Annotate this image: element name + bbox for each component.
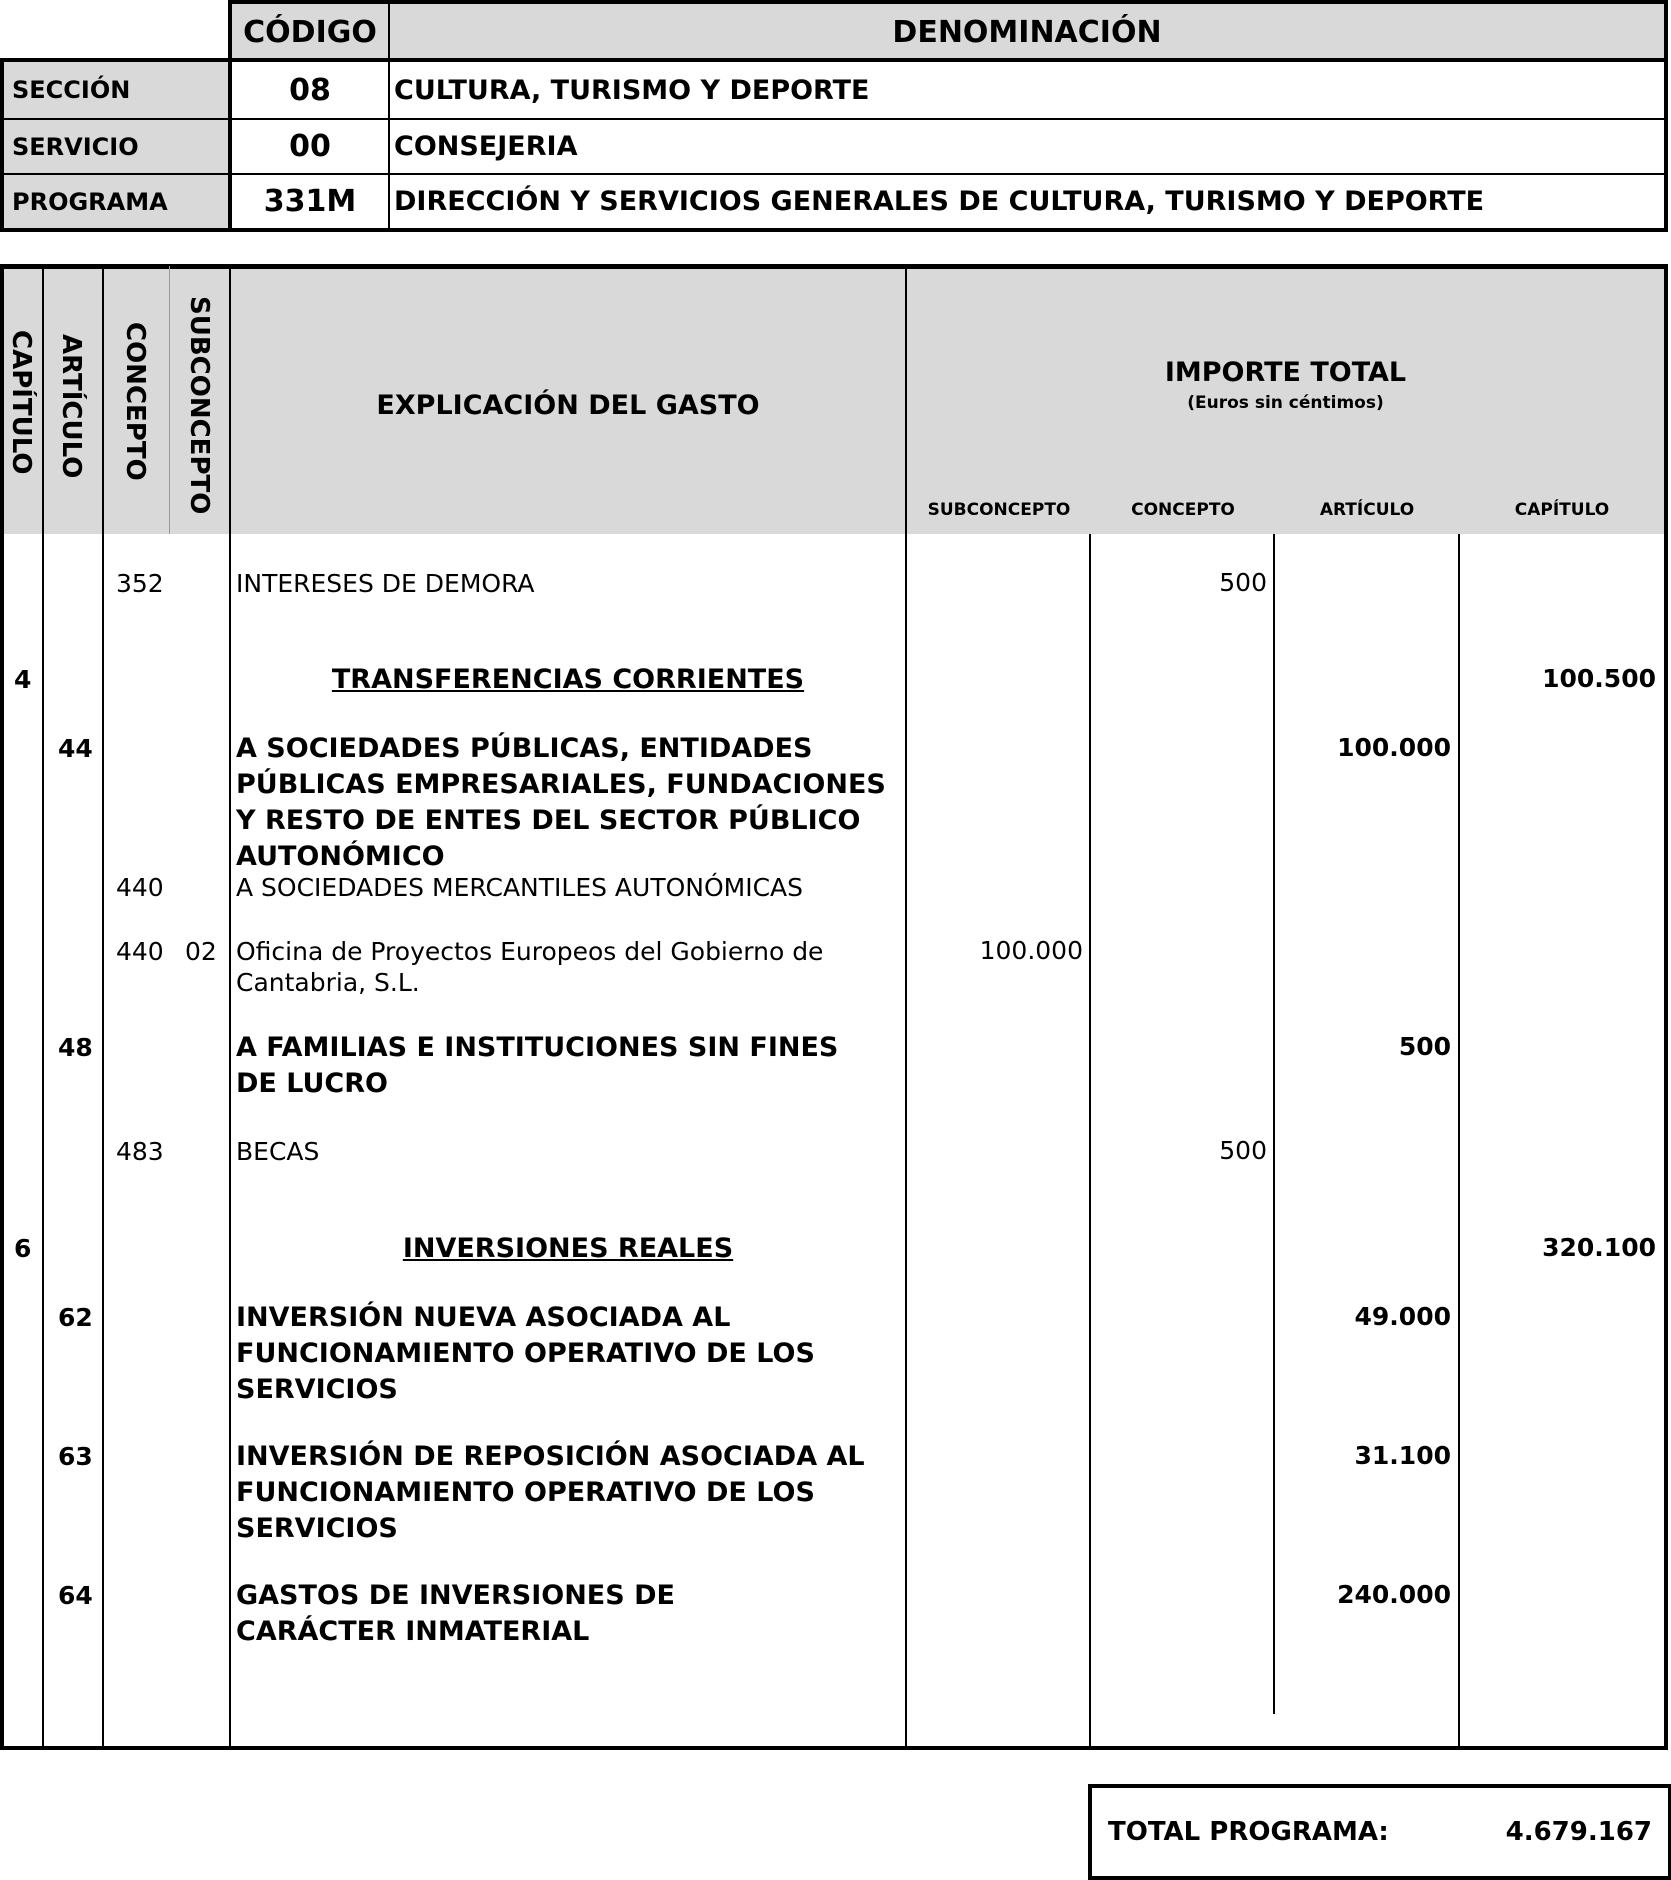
row-articulo-amount: 500	[1398, 1032, 1451, 1061]
subconcepto-amount-header: SUBCONCEPTO	[927, 500, 1071, 520]
programa-code: 331M	[263, 184, 357, 219]
servicio-code: 00	[289, 129, 331, 164]
row-text: INTERESES DE DEMORA	[236, 569, 535, 598]
row-capitulo-amount: 320.100	[1542, 1233, 1656, 1262]
row-concepto: 440	[116, 937, 164, 966]
seccion-name: CULTURA, TURISMO Y DEPORTE	[394, 74, 870, 106]
row-text: A SOCIEDADES PÚBLICAS, ENTIDADES PÚBLICAS EMPRESARIALES, FUNDACIONES Y RESTO DE ENTES DEL SECTOR PÚBLICO AUTONÓMICO	[236, 733, 886, 872]
row-articulo: 62	[58, 1303, 93, 1332]
row-text: BECAS	[236, 1137, 320, 1166]
row-text: TRANSFERENCIAS CORRIENTES	[331, 664, 805, 695]
row-articulo-amount: 31.100	[1354, 1441, 1451, 1470]
row-capitulo: 6	[14, 1234, 32, 1263]
row-capitulo: 4	[14, 665, 32, 694]
total-label: TOTAL PROGRAMA:	[1108, 1817, 1389, 1847]
servicio-name: CONSEJERIA	[394, 131, 578, 162]
row-text: Oficina de Proyectos Europeos del Gobierno de Cantabria, S.L.	[236, 937, 824, 997]
capitulo-column-header: CAPÍTULO	[6, 330, 36, 475]
total-value: 4.679.167	[1505, 1817, 1652, 1847]
total-box	[1088, 1784, 1671, 1880]
row-articulo-amount: 100.000	[1337, 733, 1451, 762]
row-text: INVERSIÓN NUEVA ASOCIADA AL FUNCIONAMIENTO OPERATIVO DE LOS SERVICIOS	[236, 1302, 815, 1405]
row-concepto: 440	[116, 873, 164, 902]
row-concepto: 352	[116, 569, 164, 598]
code-column-header: CÓDIGO	[243, 14, 377, 50]
row-text: A FAMILIAS E INSTITUCIONES SIN FINES DE LUCRO	[236, 1032, 839, 1099]
articulo-amount-header: ARTÍCULO	[1319, 500, 1415, 520]
seccion-code: 08	[289, 72, 331, 108]
articulo-column-header: ARTÍCULO	[56, 334, 86, 479]
name-column-header: DENOMINACIÓN	[892, 14, 1162, 50]
row-articulo: 48	[58, 1033, 93, 1062]
row-text: INVERSIÓN DE REPOSICIÓN ASOCIADA AL FUNCIONAMIENTO OPERATIVO DE LOS SERVICIOS	[236, 1441, 865, 1544]
row-articulo: 44	[58, 734, 93, 763]
row-text: INVERSIONES REALES	[402, 1233, 734, 1264]
row-capitulo-amount: 100.500	[1542, 664, 1656, 693]
row-subconcepto: 02	[185, 937, 217, 966]
row-articulo-amount: 240.000	[1337, 1580, 1451, 1609]
row-articulo: 64	[58, 1581, 93, 1610]
row-concepto-amount: 500	[1219, 568, 1267, 597]
programa-label: PROGRAMA	[12, 187, 168, 216]
subconcepto-column-header: SUBCONCEPTO	[184, 296, 214, 515]
importe-subheader: (Euros sin céntimos)	[1187, 393, 1384, 413]
row-concepto: 483	[116, 1137, 164, 1166]
explicacion-header: EXPLICACIÓN DEL GASTO	[376, 389, 760, 421]
concepto-column-header: CONCEPTO	[120, 322, 150, 481]
seccion-label: SECCIÓN	[12, 76, 131, 104]
row-text: GASTOS DE INVERSIONES DE CARÁCTER INMATERIAL	[236, 1580, 675, 1647]
row-subconcepto-amount: 100.000	[979, 936, 1083, 965]
programa-name: DIRECCIÓN Y SERVICIOS GENERALES DE CULTURA, TURISMO Y DEPORTE	[394, 186, 1485, 217]
importe-header: IMPORTE TOTAL	[1164, 356, 1407, 388]
row-concepto-amount: 500	[1219, 1136, 1267, 1165]
servicio-label: SERVICIO	[12, 132, 139, 161]
row-text: A SOCIEDADES MERCANTILES AUTONÓMICAS	[236, 873, 804, 902]
row-articulo: 63	[58, 1442, 93, 1471]
row-articulo-amount: 49.000	[1354, 1302, 1451, 1331]
capitulo-amount-header: CAPÍTULO	[1514, 500, 1610, 520]
concepto-amount-header: CONCEPTO	[1131, 500, 1235, 520]
